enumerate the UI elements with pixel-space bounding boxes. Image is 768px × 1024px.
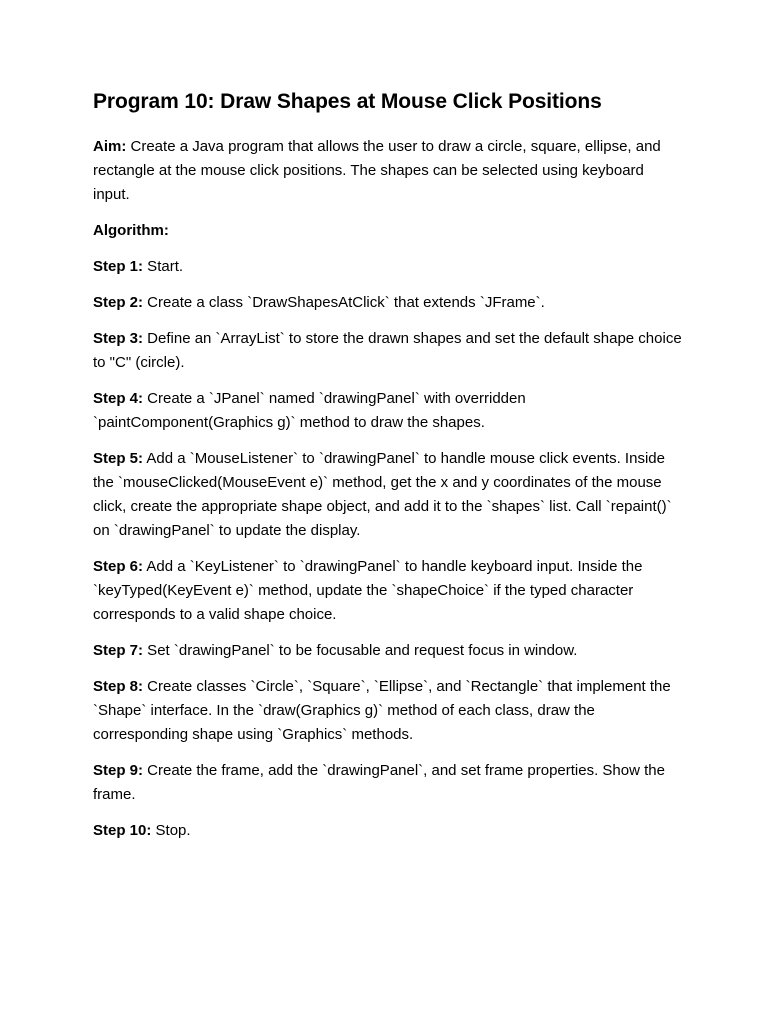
step-3 [93,327,683,375]
step-5 [93,447,683,543]
step-label: Step 5: [93,450,144,467]
step-text: Create a class `DrawShapesAtClick` that extends `JFrame`. [143,294,545,311]
step-label: Step 4: [93,390,144,407]
step-label: Step 2: [93,294,144,311]
step-text: Start. [143,258,184,275]
step-text: Define an `ArrayList` to store the drawn shapes and set the default shape choice to "C" (circle). [93,330,682,371]
step-text: Create classes `Circle`, `Square`, `Ellipse`, and `Rectangle` that implement the `Shape` interface. In the `draw(Graphics g)` method of each class, draw the corresponding shape using `Graphics` methods. [93,678,671,743]
step-text: Add a `MouseListener` to `drawingPanel` to handle mouse click events. Inside the `mouseClicked(MouseEvent e)` method, get the x and y coordinates of the mouse click, create the appropriate shape object, and add it to the `shapes` list. Call `repaint()` on `drawingPanel` to update the display. [93,450,672,539]
step-label: Step 6: [93,558,144,575]
algorithm-steps [93,255,683,843]
step-label: Step 7: [93,642,144,659]
aim-text: Create a Java program that allows the user to draw a circle, square, ellipse, and rectangle at the mouse click positions. The shapes can be selected using keyboard input. [93,138,661,203]
document-page [93,86,683,855]
step-text: Stop. [151,822,191,839]
step-2 [93,291,683,315]
step-label: Step 3: [93,330,144,347]
step-6 [93,555,683,627]
step-text: Create the frame, add the `drawingPanel`, and set frame properties. Show the frame. [93,762,665,803]
aim-label: Aim: [93,138,127,155]
step-8 [93,675,683,747]
step-10 [93,819,683,843]
step-9 [93,759,683,807]
step-7 [93,639,683,663]
step-label: Step 8: [93,678,144,695]
step-label: Step 9: [93,762,144,779]
step-label: Step 1: [93,258,144,275]
step-text: Set `drawingPanel` to be focusable and request focus in window. [143,642,578,659]
step-1 [93,255,683,279]
algorithm-heading: Algorithm: [93,222,169,239]
step-text: Add a `KeyListener` to `drawingPanel` to handle keyboard input. Inside the `keyTyped(KeyEvent e)` method, update the `shapeChoice` if the typed character corresponds to a valid shape choice. [93,558,643,623]
step-label: Step 10: [93,822,152,839]
aim-paragraph [93,135,683,207]
document-title: Program 10: Draw Shapes at Mouse Click Positions [93,90,602,113]
step-4 [93,387,683,435]
step-text: Create a `JPanel` named `drawingPanel` with overridden `paintComponent(Graphics g)` method to draw the shapes. [93,390,526,431]
